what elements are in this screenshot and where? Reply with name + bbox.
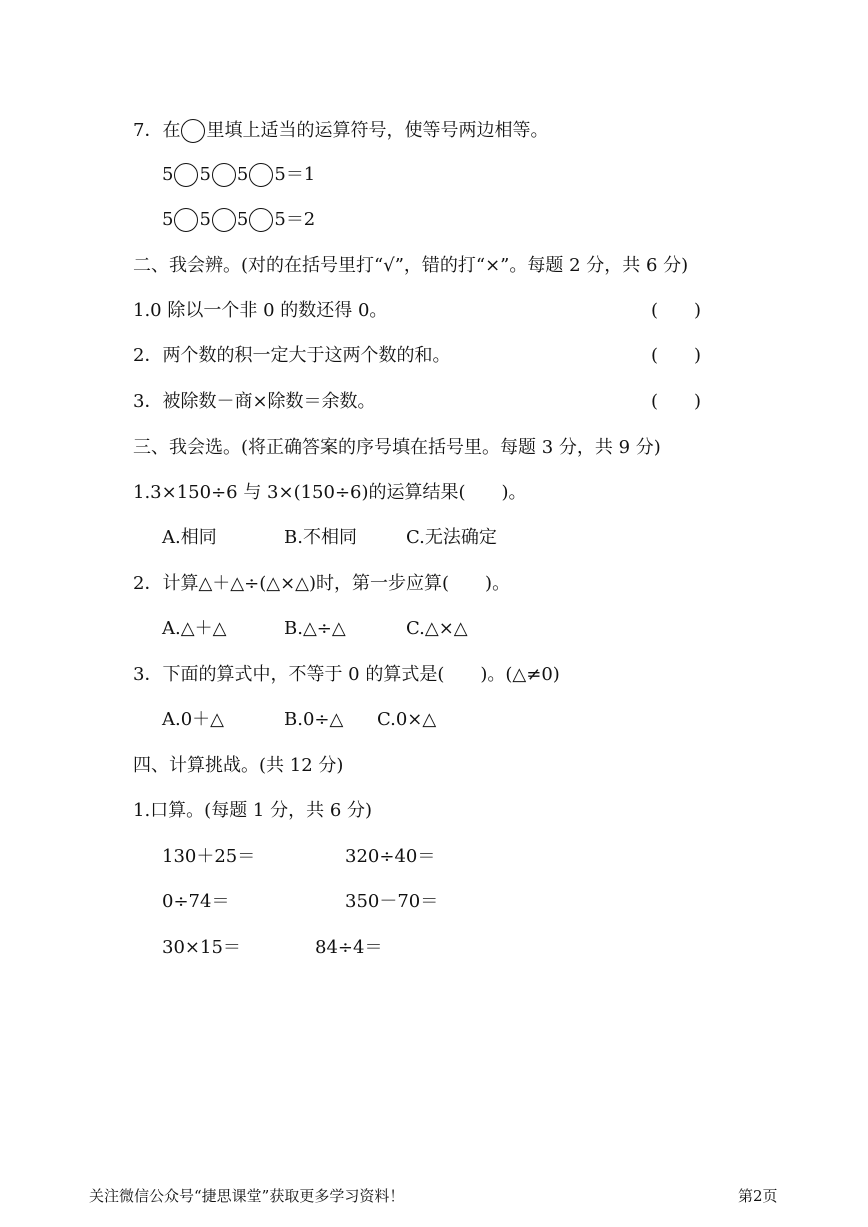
q7-prefix: 7．在 — [133, 120, 181, 141]
judge-item-3: 3．被除数－商×除数＝余数。 — [133, 391, 376, 412]
choice-option-2c[interactable]: C.△×△ — [406, 618, 468, 639]
choice-option-3b[interactable]: B.0÷△ — [284, 709, 344, 730]
operand: 5 — [199, 164, 211, 185]
operand: 5 — [274, 164, 286, 185]
choice-option-2b[interactable]: B.△÷△ — [284, 618, 346, 639]
q7-equation-1 — [162, 163, 315, 187]
choice-question-1: 1.3×150÷6 与 3×(150÷6)的运算结果( )。 — [133, 482, 527, 503]
equation-result: ＝2 — [285, 209, 316, 230]
section3-title: 三、我会选。(将正确答案的序号填在括号里。每题 3 分，共 9 分) — [133, 437, 661, 458]
section2-title: 二、我会辨。(对的在括号里打“√”，错的打“×”。每题 2 分，共 6 分) — [133, 255, 689, 276]
q7-suffix: 里填上适当的运算符号，使等号两边相等。 — [206, 120, 549, 141]
operator-blank-circle[interactable] — [249, 208, 273, 232]
operand: 5 — [236, 164, 249, 185]
section4-sub1: 1.口算。(每题 1 分，共 6 分) — [133, 800, 373, 821]
judge-answer-paren-3[interactable]: ( ) — [651, 391, 702, 412]
operand: 5 — [236, 209, 249, 230]
operand: 5 — [199, 209, 211, 230]
page-number: 第2页 — [738, 1187, 778, 1205]
choice-question-2: 2．计算△＋△÷(△×△)时，第一步应算( )。 — [133, 573, 511, 594]
choice-option-1c[interactable]: C.无法确定 — [406, 527, 497, 548]
judge-answer-paren-1[interactable]: ( ) — [651, 300, 702, 321]
mental-calc-item: 84÷4＝ — [315, 937, 383, 958]
q7-instruction — [133, 119, 548, 143]
mental-calc-item: 350－70＝ — [345, 891, 439, 912]
operand: 5 — [162, 209, 174, 230]
operator-blank-circle[interactable] — [249, 163, 273, 187]
mental-calc-item: 0÷74＝ — [162, 891, 230, 912]
operator-blank-circle[interactable] — [212, 163, 236, 187]
choice-option-1b[interactable]: B.不相同 — [284, 527, 357, 548]
operand: 5 — [274, 209, 286, 230]
choice-option-3c[interactable]: C.0×△ — [377, 709, 437, 730]
choice-option-3a[interactable]: A.0＋△ — [162, 709, 225, 730]
q7-equation-2 — [162, 208, 315, 232]
mental-calc-item: 320÷40＝ — [345, 846, 436, 867]
choice-option-2a[interactable]: A.△＋△ — [162, 618, 227, 639]
equation-result: ＝1 — [285, 164, 316, 185]
judge-item-1: 1.0 除以一个非 0 的数还得 0。 — [133, 300, 388, 321]
section4-title: 四、计算挑战。(共 12 分) — [133, 755, 344, 776]
choice-question-3: 3．下面的算式中，不等于 0 的算式是( )。(△≠0) — [133, 664, 560, 685]
footer-promo-text: 关注微信公众号“捷思课堂”获取更多学习资料！ — [89, 1187, 405, 1205]
operator-blank-circle[interactable] — [212, 208, 236, 232]
operator-blank-circle[interactable] — [174, 163, 198, 187]
choice-option-1a[interactable]: A.相同 — [162, 527, 217, 548]
mental-calc-item: 130＋25＝ — [162, 846, 256, 867]
judge-answer-paren-2[interactable]: ( ) — [651, 345, 702, 366]
judge-item-2: 2．两个数的积一定大于这两个数的和。 — [133, 345, 451, 366]
blank-circle-icon — [181, 119, 205, 143]
mental-calc-item: 30×15＝ — [162, 937, 241, 958]
operand: 5 — [162, 164, 174, 185]
operator-blank-circle[interactable] — [174, 208, 198, 232]
